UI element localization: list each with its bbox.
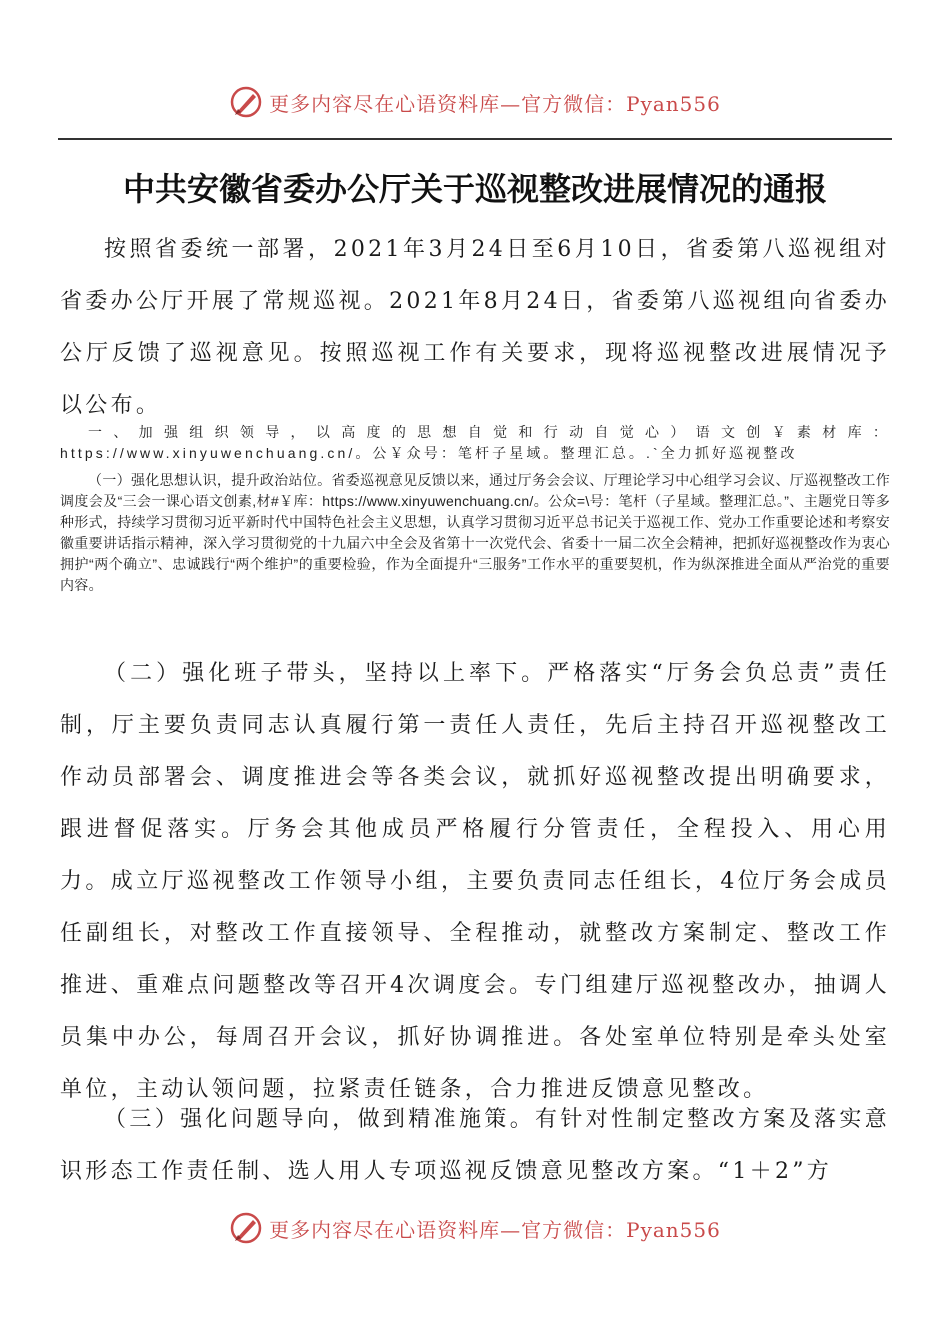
header-watermark xyxy=(0,82,950,122)
title-divider xyxy=(58,138,892,140)
footer-watermark-text: 更多内容尽在心语资料库—官方微信：Pyan556 xyxy=(269,1217,721,1242)
section-heading-one: 一、加强组织领导，以高度的思想自觉和行动自觉心）语文创￥素材库：https://www.xinyuwenchuang.cn/。公￥众号：笔杆子星域。整理汇总。.`全力抓好巡视整改 xyxy=(60,424,890,461)
header-watermark-text: 更多内容尽在心语资料库—官方微信：Pyan556 xyxy=(269,91,721,116)
paragraph-section-one: （一）强化思想认识，提升政治站位。省委巡视意见反馈以来，通过厅务会会议、厅理论学习中心组学习会议、厅巡视整改工作调度会及“三会一课心语文创素,材#￥库：https://www.xinyuwenchuang.cn/。公众=\号：笔杆（子星域。整理汇总。”、主题党日等多种形式，持续学习贯彻习近平新时代中国特色社会主义思想，认真学习贯彻习近平总书记关于巡视工作、党办工作重要论述和考察安徽重要讲话指示精神，深入学习贯彻党的十九届六中全会及省第十一次党代会、省委十一届二次全会精神，把抓好巡视整改作为衷心拥护“两个确立”、忠诚践行“两个维护”的重要检验，作为全面提升“三服务”工作水平的重要契机，作为纵深推进全面从严治党的重要内容。 xyxy=(60,472,890,593)
paragraph-section-three: （三）强化问题导向，做到精准施策。有针对性制定整改方案及落实意识形态工作责任制、选人用人专项巡视反馈意见整改方案。“1＋2”方 xyxy=(60,1107,890,1184)
pen-logo-icon xyxy=(229,1211,263,1245)
paragraph-intro: 按照省委统一部署，2021年3月24日至6月10日，省委第八巡视组对省委办公厅开展了常规巡视。2021年8月24日，省委第八巡视组向省委办公厅反馈了巡视意见。按照巡视工作有关要求，现将巡视整改进展情况予以公布。 xyxy=(60,237,890,418)
footer-watermark xyxy=(0,1208,950,1248)
paragraph-section-two: （二）强化班子带头，坚持以上率下。严格落实“厅务会负总责”责任制，厅主要负责同志认真履行第一责任人责任，先后主持召开巡视整改工作动员部署会、调度推进会等各类会议，就抓好巡视整改提出明确要求，跟进督促落实。厅务会其他成员严格履行分管责任，全程投入、用心用力。成立厅巡视整改工作领导小组，主要负责同志任组长，4位厅务会成员任副组长，对整改工作直接领导、全程推动，就整改方案制定、整改工作推进、重难点问题整改等召开4次调度会。专门组建厅巡视整改办，抽调人员集中办公，每周召开会议，抓好协调推进。各处室单位特别是牵头处室单位，主动认领问题，拉紧责任链条，合力推进反馈意见整改。 xyxy=(60,661,890,1102)
pen-logo-icon xyxy=(229,85,263,119)
document-title: 中共安徽省委办公厅关于巡视整改进展情况的通报 xyxy=(122,170,827,209)
